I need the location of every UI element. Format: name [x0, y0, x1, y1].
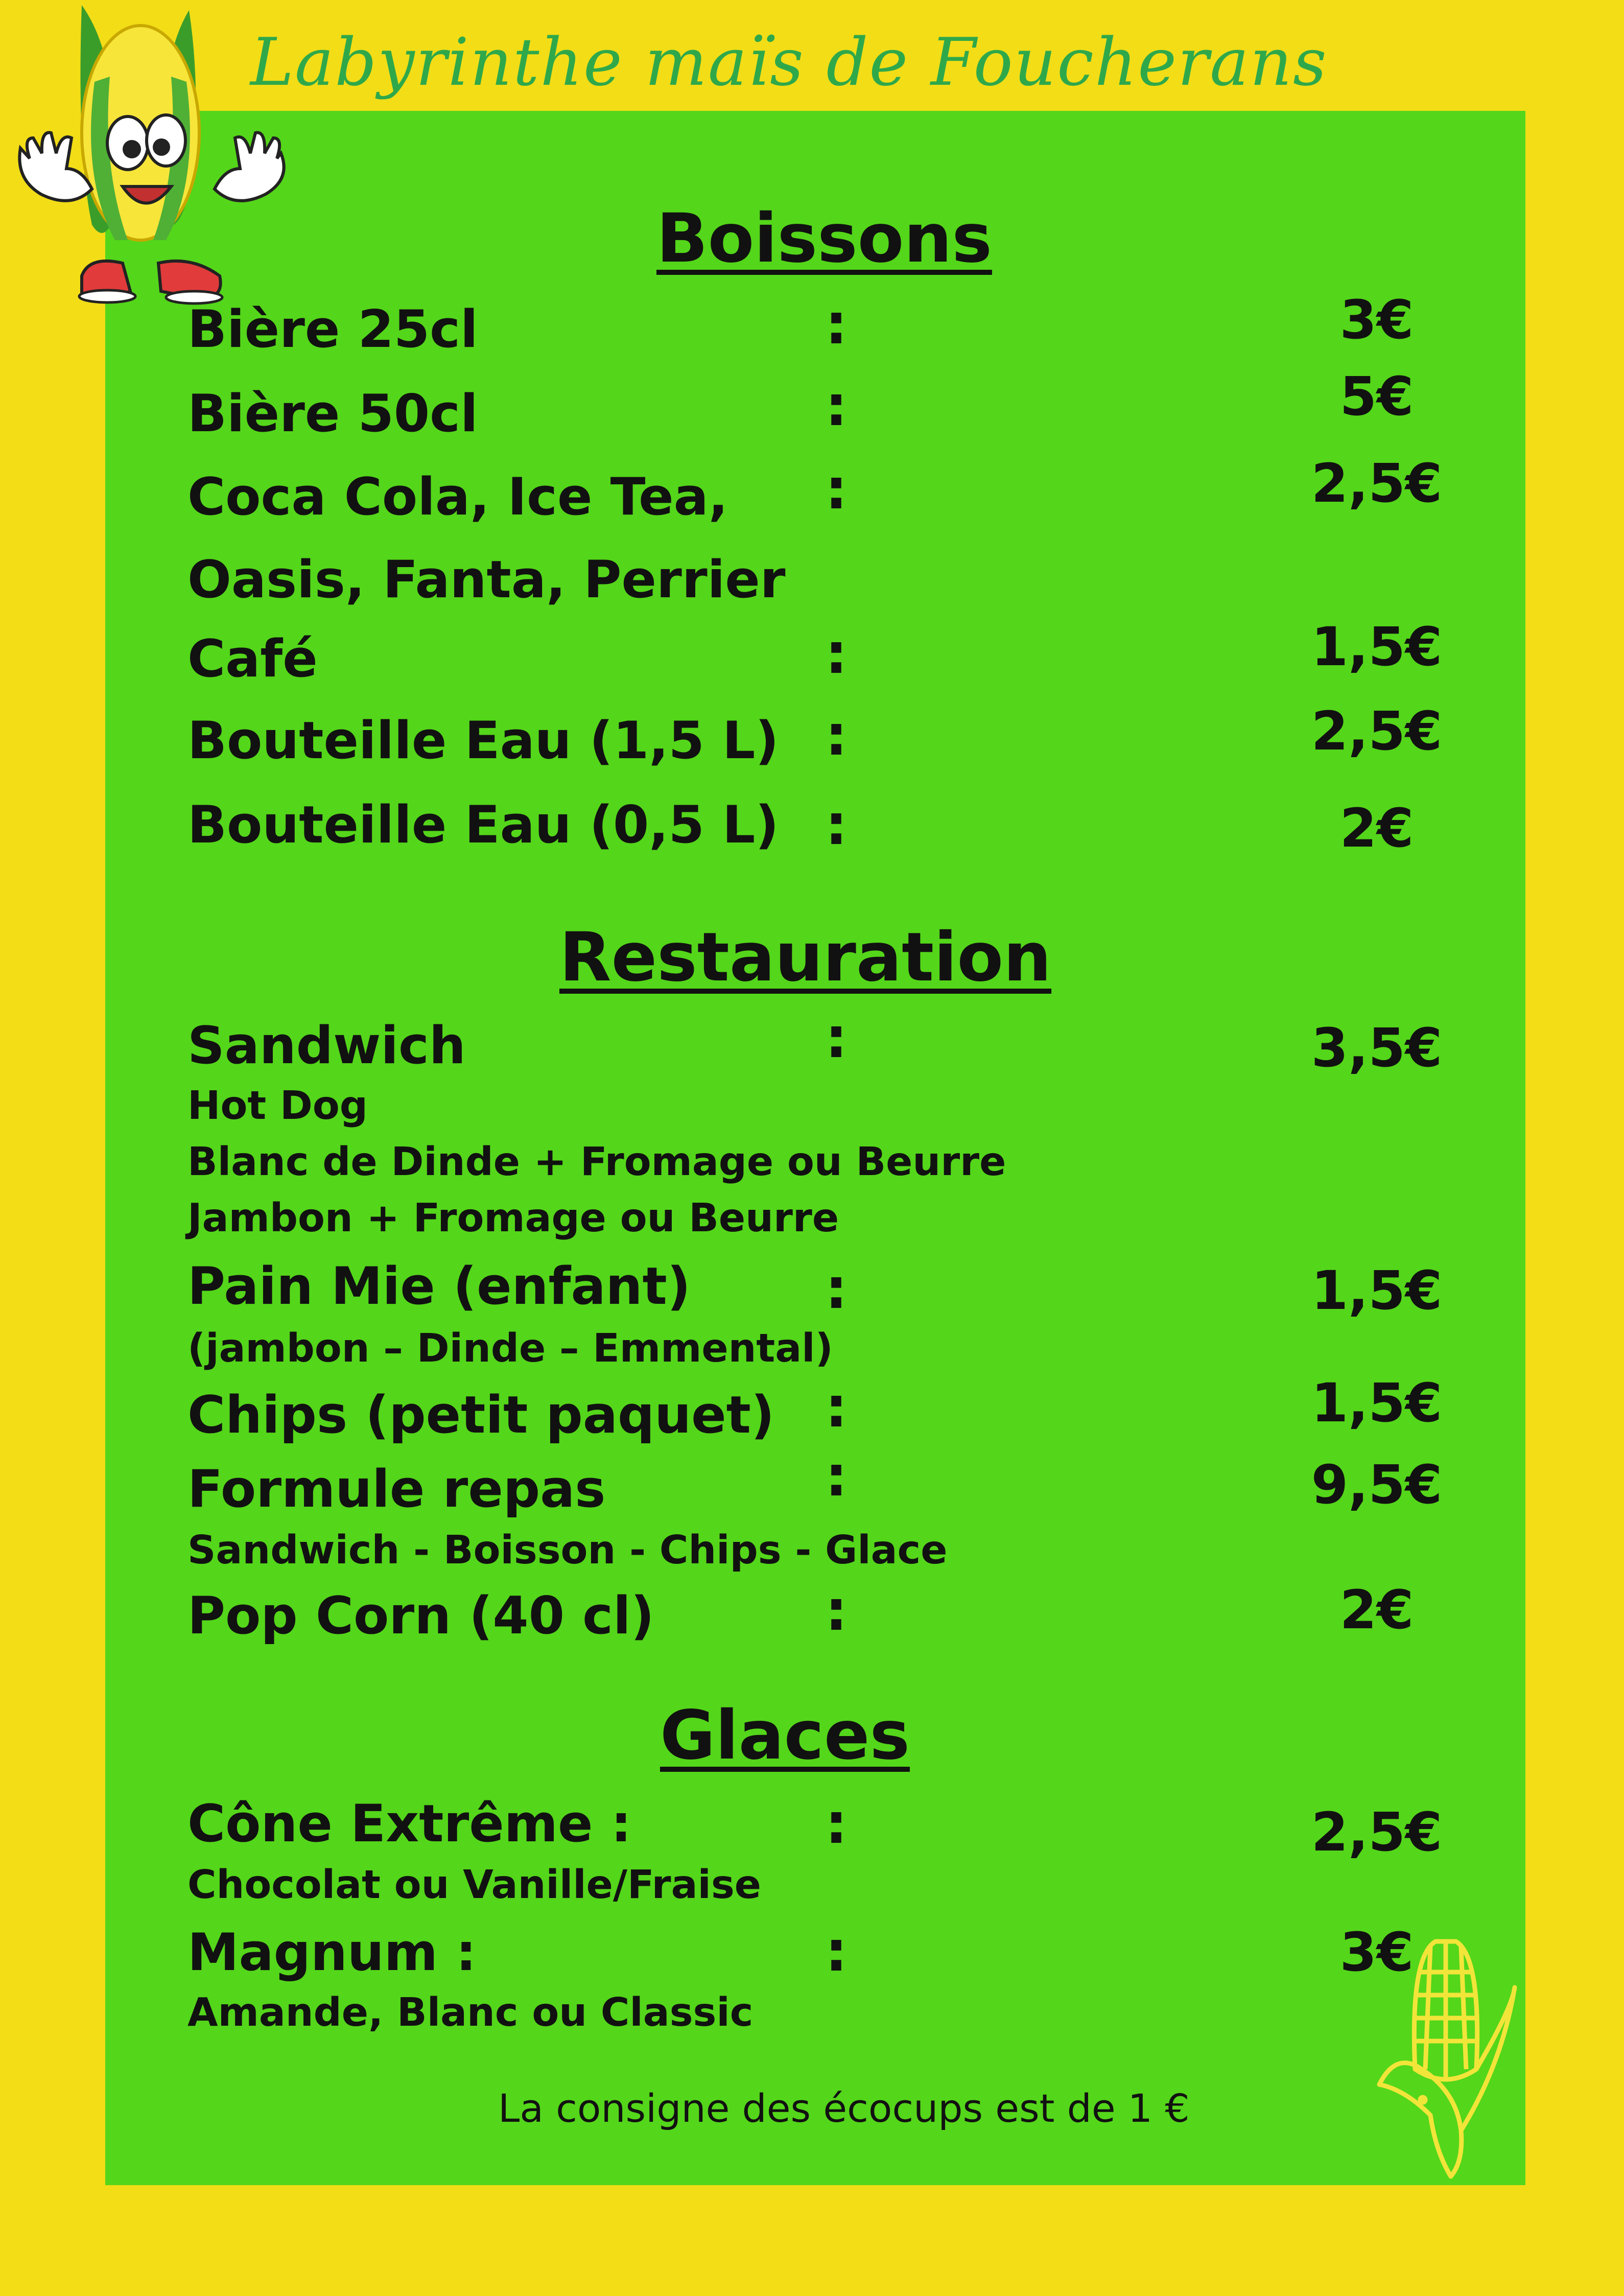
item-detail: Hot Dog — [187, 1083, 368, 1129]
item-detail: (jambon – Dinde – Emmental) — [187, 1326, 833, 1371]
item-name: Bouteille Eau (0,5 L) — [187, 794, 779, 855]
item-name: Pop Corn (40 cl) — [187, 1585, 654, 1646]
item-price: 1,5€ — [1311, 1372, 1443, 1434]
item-price: 2€ — [1339, 797, 1414, 859]
item-separator: : — [825, 1578, 848, 1643]
item-detail: Chocolat ou Vanille/Fraise — [187, 1862, 762, 1908]
item-name: Cône Extrême : — [187, 1793, 632, 1854]
item-price: 2,5€ — [1311, 452, 1443, 514]
item-separator: : — [825, 1374, 848, 1440]
item-name: Café — [187, 628, 318, 689]
item-separator: : — [825, 456, 848, 522]
item-price: 3,5€ — [1311, 1017, 1443, 1079]
item-price: 1,5€ — [1311, 1259, 1443, 1322]
item-separator: : — [825, 621, 848, 686]
item-price: 5€ — [1339, 365, 1414, 428]
item-price: 1,5€ — [1311, 616, 1443, 678]
item-name: Coca Cola, Ice Tea, — [187, 466, 728, 527]
ecocup-deposit-note: La consigne des écocups est de 1 € — [498, 2086, 1190, 2131]
item-detail: Blanc de Dinde + Fromage ou Beurre — [187, 1139, 1006, 1185]
item-name: Chips (petit paquet) — [187, 1385, 775, 1445]
item-name: Bière 50cl — [187, 383, 478, 443]
item-name: Formule repas — [187, 1459, 606, 1519]
item-price: 3€ — [1339, 1921, 1414, 1983]
section-title-restauration: Restauration — [559, 918, 1052, 997]
item-separator: : — [825, 792, 848, 857]
corn-mascot-icon — [5, 0, 291, 312]
item-separator: : — [825, 1005, 848, 1070]
item-price: 9,5€ — [1311, 1454, 1443, 1516]
item-separator: : — [825, 1918, 848, 1984]
section-title-glaces: Glaces — [660, 1696, 910, 1775]
item-name: Pain Mie (enfant) — [187, 1256, 691, 1316]
item-separator: : — [825, 1443, 848, 1509]
item-separator: : — [825, 1256, 848, 1321]
item-name: Bière 25cl — [187, 299, 478, 359]
item-name: Magnum : — [187, 1922, 477, 1982]
item-separator: : — [825, 373, 848, 438]
item-separator: : — [825, 702, 848, 768]
item-price: 2,5€ — [1311, 700, 1443, 762]
item-price: 2€ — [1339, 1579, 1414, 1641]
item-detail: Amande, Blanc ou Classic — [187, 1990, 754, 2035]
item-separator: : — [825, 291, 848, 357]
item-name-continued: Oasis, Fanta, Perrier — [187, 549, 786, 610]
item-detail: Jambon + Fromage ou Beurre — [187, 1196, 839, 1241]
item-price: 2,5€ — [1311, 1801, 1443, 1863]
item-price: 3€ — [1339, 289, 1414, 351]
item-name: Sandwich — [187, 1015, 466, 1075]
item-detail: Sandwich - Boisson - Chips - Glace — [187, 1528, 948, 1573]
page-title: Labyrinthe maïs de Foucherans — [250, 25, 1328, 101]
item-name: Bouteille Eau (1,5 L) — [187, 710, 779, 770]
item-separator: : — [825, 1791, 848, 1856]
section-title-boissons: Boissons — [656, 199, 992, 278]
